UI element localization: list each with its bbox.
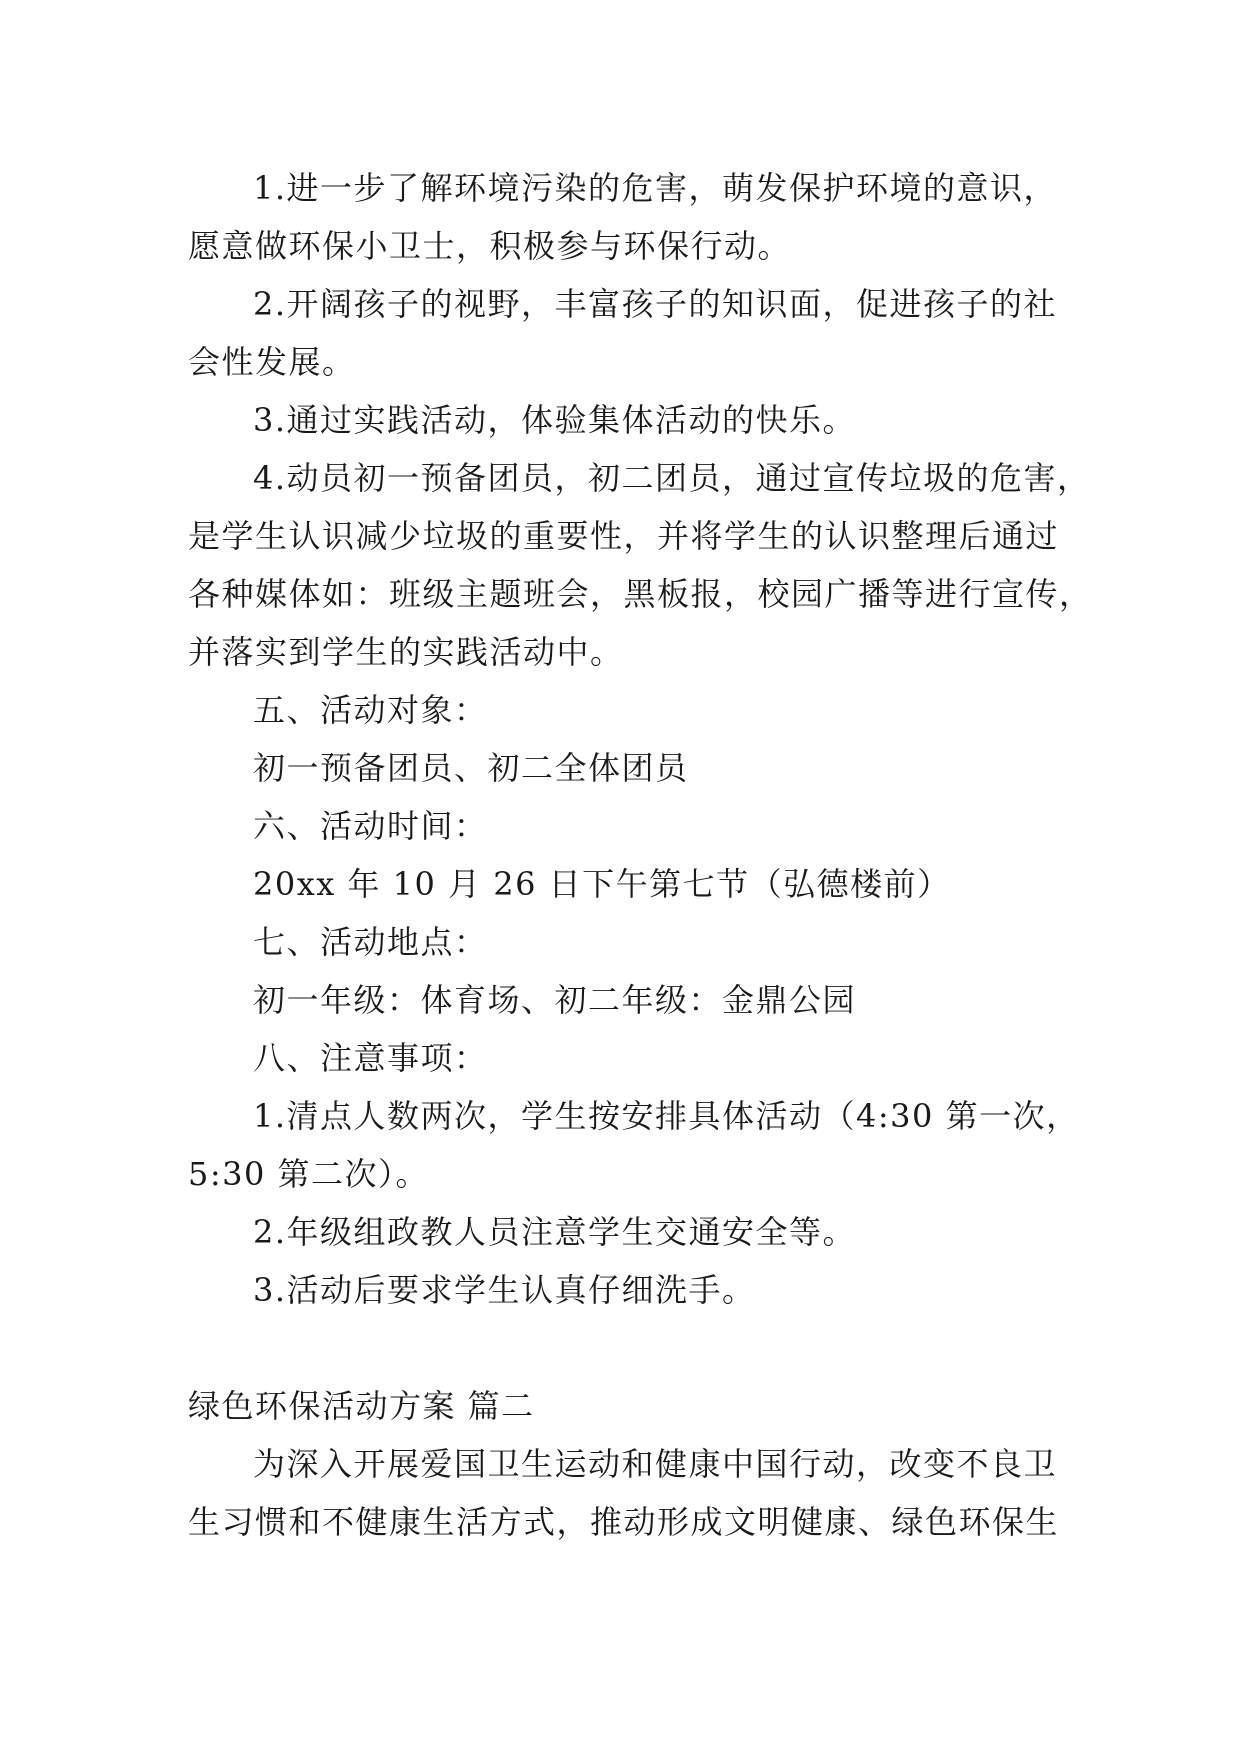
text-line: 4.动员初一预备团员，初二团员，通过宣传垃圾的危害，	[253, 459, 1091, 497]
text-line: 愿意做环保小卫士，积极参与环保行动。	[188, 227, 792, 265]
text-line: 并落实到学生的实践活动中。	[188, 633, 624, 671]
text-line: 1.清点人数两次，学生按安排具体活动（4:30 第一次，	[253, 1097, 1080, 1135]
section-heading: 八、注意事项：	[253, 1039, 488, 1077]
text-line: 初一预备团员、初二全体团员	[253, 749, 689, 787]
section-heading: 七、活动地点：	[253, 923, 488, 961]
section-heading: 六、活动时间：	[253, 807, 488, 845]
text-line: 会性发展。	[188, 343, 356, 381]
text-line: 3.活动后要求学生认真仔细洗手。	[253, 1271, 756, 1309]
text-line: 5:30 第二次）。	[188, 1155, 430, 1193]
text-line: 2.开阔孩子的视野，丰富孩子的知识面，促进孩子的社	[253, 285, 1058, 323]
text-line: 生习惯和不健康生活方式，推动形成文明健康、绿色环保生	[188, 1503, 1060, 1541]
section-heading: 五、活动对象：	[253, 691, 488, 729]
text-line: 为深入开展爱国卫生运动和健康中国行动，改变不良卫	[253, 1445, 1058, 1483]
text-line: 2.年级组政教人员注意学生交通安全等。	[253, 1213, 857, 1251]
text-line: 1.进一步了解环境污染的危害，萌发保护环境的意识，	[253, 169, 1058, 207]
text-line: 20xx 年 10 月 26 日下午第七节（弘德楼前）	[253, 865, 951, 903]
document-subtitle: 绿色环保活动方案 篇二	[188, 1387, 535, 1425]
text-line: 各种媒体如：班级主题班会，黑板报，校园广播等进行宣传，	[188, 575, 1093, 613]
text-line: 初一年级：体育场、初二年级：金鼎公园	[253, 981, 857, 1019]
text-line: 3.通过实践活动，体验集体活动的快乐。	[253, 401, 857, 439]
text-line: 是学生认识减少垃圾的重要性，并将学生的认识整理后通过	[188, 517, 1060, 555]
